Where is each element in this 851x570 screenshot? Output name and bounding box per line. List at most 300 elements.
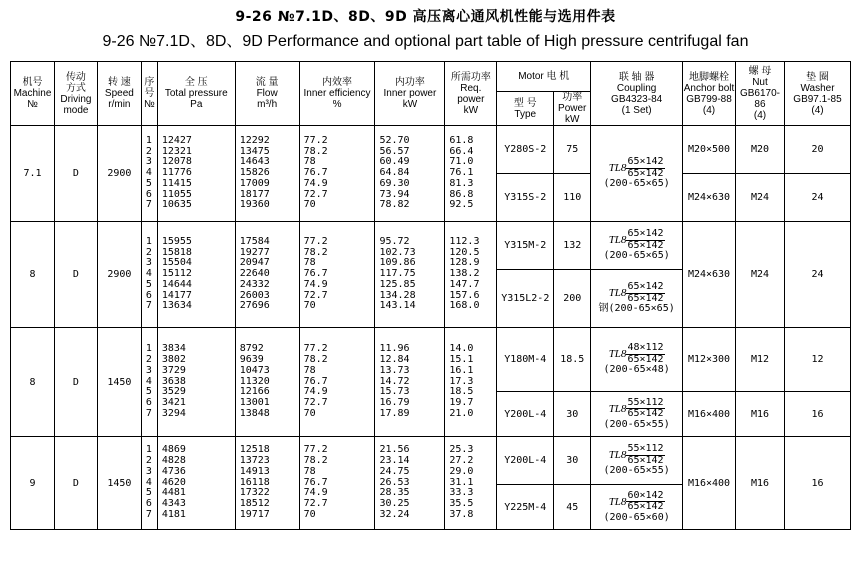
list-item: 19277 [239,246,270,258]
list-item: 17.3 [449,375,474,387]
list-item: 72.7 [303,289,328,301]
header-anchor-bolt: 地脚螺栓 Anchor bolt GB799-88 (4) [683,62,736,126]
list-item: 7 [145,300,152,312]
list-item: 26003 [239,289,270,301]
list-item: 74.9 [303,278,328,290]
list-item: 6 [145,397,152,409]
list-item: 4620 [161,476,186,488]
table-row [11,328,851,392]
efficiency-list [299,437,375,530]
list-item: 66.4 [449,145,474,157]
list-item: 81.3 [449,177,474,189]
list-item: 8792 [239,343,264,355]
anchor-bolt: M12×300 [683,328,736,392]
list-item: 64.84 [379,167,410,179]
list-item: 134.28 [379,289,416,301]
list-item: 3 [145,364,152,376]
washer: 24 [784,222,850,328]
coupling-fraction [626,157,664,179]
list-item: 3802 [161,354,186,365]
list-item: 13723 [239,455,270,466]
coupling-model: TL8 [608,287,627,300]
list-item: 17.89 [379,407,410,419]
list-item: 4 [145,375,152,387]
list-item: 3421 [161,397,186,409]
machine-number: 8 [11,222,55,328]
table-row [11,222,851,270]
req-power-list [445,437,497,530]
list-item: 12078 [161,156,192,168]
coupling-bore-fan: 65×142 [627,167,664,179]
header-motor-type: 型 号 Type [497,92,554,126]
coupling-spec [591,437,683,485]
motor-power: 30 [554,437,591,485]
list-item: 3638 [161,375,186,387]
machine-number: 7.1 [11,126,55,222]
motor-power: 30 [554,392,591,437]
list-item: 14.72 [379,375,410,387]
list-item: 15955 [161,235,192,247]
list-item: 112.3 [449,235,480,247]
list-item: 24.75 [379,465,410,477]
motor-power: 132 [554,222,591,270]
list-item: 3294 [161,407,186,419]
list-item: 70 [303,300,316,312]
list-item: 4 [145,268,152,280]
list-item: 29.0 [449,465,474,477]
header-machine: 机号 Machine № [11,62,55,126]
efficiency-list [299,126,375,222]
list-item: 3 [145,257,152,269]
header-nut: 螺 母 Nut GB6170-86 (4) [736,62,785,126]
list-item: 138.2 [449,268,480,280]
coupling-bore-fan: 65×142 [627,353,664,365]
list-item: 11.96 [379,343,410,355]
list-item: 2 [145,145,152,157]
list-item: 33.3 [449,487,474,499]
list-item: 17322 [239,487,270,499]
list-item: 27.2 [449,455,474,466]
list-item: 72.7 [303,188,328,200]
list-item: 22640 [239,268,270,280]
table-title-english: 9-26 №7.1D、8D、9D Performance and optional part table of High pressure centrifugal fan [102,33,749,50]
coupling-bore-motor: 55×112 [627,443,664,455]
coupling-bore-fan: 65×142 [627,454,664,466]
driving-mode: D [54,222,97,328]
list-item: 4828 [161,455,186,466]
list-item: 27696 [239,300,270,312]
inner-power-list [375,126,445,222]
list-item: 78.2 [303,246,328,258]
sequence-list [141,328,157,437]
list-item: 117.75 [379,268,416,280]
list-item: 1 [145,235,152,247]
list-item: 60.49 [379,156,410,168]
list-item: 37.8 [449,508,474,520]
list-item: 30.25 [379,498,410,510]
list-item: 17009 [239,177,270,189]
header-speed: 转 速 Speed r/min [97,62,141,126]
driving-mode: D [54,437,97,530]
list-item: 76.7 [303,476,328,488]
washer: 16 [784,437,850,530]
list-item: 14177 [161,289,192,301]
list-item: 4481 [161,487,186,499]
list-item: 78 [303,465,316,477]
coupling-fraction [626,229,664,251]
motor-power: 45 [554,485,591,530]
list-item: 76.1 [449,167,474,179]
list-item: 1 [145,343,152,355]
coupling-spec [591,328,683,392]
coupling-note: (200-65×60) [603,511,670,523]
driving-mode: D [54,126,97,222]
list-item: 72.7 [303,397,328,409]
list-item: 16118 [239,476,270,488]
coupling-bore-fan: 65×142 [627,292,664,304]
list-item: 35.5 [449,498,474,510]
washer: 20 [784,126,850,174]
list-item: 78.2 [303,455,328,466]
coupling-bore-motor: 55×112 [627,396,664,408]
coupling-bore-motor: 65×142 [627,281,664,293]
list-item: 109.86 [379,257,416,269]
list-item: 7 [145,508,152,520]
list-item: 20947 [239,257,270,269]
anchor-bolt: M24×630 [683,222,736,328]
coupling-model: TL8 [608,348,627,361]
list-item: 12166 [239,386,270,398]
table-title-chinese: 9-26 №7.1D、8D、9D 高压离心通风机性能与选用件表 [235,9,616,25]
list-item: 5 [145,386,152,398]
list-item: 78.2 [303,145,328,157]
list-item: 74.9 [303,386,328,398]
list-item: 31.1 [449,476,474,488]
list-item: 4869 [161,444,186,456]
list-item: 24332 [239,278,270,290]
list-item: 69.30 [379,177,410,189]
anchor-bolt: M20×500 [683,126,736,174]
list-item: 6 [145,188,152,200]
pressure-list [157,126,235,222]
motor-power: 110 [554,174,591,222]
list-item: 77.2 [303,343,328,355]
washer: 12 [784,328,850,392]
flow-list [235,126,299,222]
coupling-spec [591,126,683,222]
motor-power: 18.5 [554,328,591,392]
list-item: 3 [145,465,152,477]
list-item: 78 [303,257,316,269]
list-item: 21.56 [379,444,410,456]
list-item: 11320 [239,375,270,387]
coupling-spec [591,485,683,530]
list-item: 14.0 [449,343,474,355]
coupling-note: (200-65×65) [603,250,670,262]
motor-power: 200 [554,270,591,328]
list-item: 23.14 [379,455,410,466]
list-item: 6 [145,498,152,510]
list-item: 1 [145,444,152,456]
motor-power: 75 [554,126,591,174]
inner-power-list [375,328,445,437]
speed-value: 1450 [97,437,141,530]
coupling-note: (200-65×48) [603,364,670,376]
list-item: 14643 [239,156,270,168]
list-item: 15826 [239,167,270,179]
motor-type: Y180M-4 [497,328,554,392]
coupling-fraction [626,282,664,304]
list-item: 11055 [161,188,192,200]
list-item: 13001 [239,397,270,409]
list-item: 70 [303,407,316,419]
list-item: 61.8 [449,134,474,146]
list-item: 78.2 [303,354,328,365]
list-item: 19360 [239,199,270,211]
coupling-bore-fan: 65×142 [627,501,664,513]
list-item: 15112 [161,268,192,280]
list-item: 70 [303,199,316,211]
nut: M24 [736,222,785,328]
list-item: 10473 [239,364,270,376]
list-item: 15818 [161,246,192,258]
efficiency-list [299,328,375,437]
list-item: 157.6 [449,289,480,301]
list-item: 76.7 [303,375,328,387]
machine-number: 8 [11,328,55,437]
list-item: 12518 [239,444,270,456]
list-item: 10635 [161,199,192,211]
motor-type: Y315L2-2 [497,270,554,328]
list-item: 5 [145,487,152,499]
coupling-bore-motor: 60×142 [627,489,664,501]
list-item: 73.94 [379,188,410,200]
table-row [11,126,851,174]
coupling-bore-motor: 65×142 [627,228,664,240]
list-item: 128.9 [449,257,480,269]
list-item: 13848 [239,407,270,419]
list-item: 32.24 [379,508,410,520]
nut: M12 [736,328,785,392]
list-item: 4343 [161,498,186,510]
motor-type: Y200L-4 [497,392,554,437]
list-item: 2 [145,246,152,258]
header-total-pressure: 全 压 Total pressure Pa [157,62,235,126]
list-item: 21.0 [449,407,474,419]
list-item: 16.79 [379,397,410,409]
nut: M24 [736,174,785,222]
list-item: 13634 [161,300,192,312]
nut: M16 [736,437,785,530]
fan-performance-table [10,61,851,530]
list-item: 4736 [161,465,186,477]
list-item: 3529 [161,386,186,398]
coupling-note: (200-65×55) [603,418,670,430]
list-item: 102.73 [379,246,416,258]
inner-power-list [375,222,445,328]
list-item: 78.82 [379,199,410,211]
list-item: 6 [145,289,152,301]
pressure-list [157,328,235,437]
coupling-note: (200-65×65) [603,178,670,190]
coupling-note: (200-65×55) [603,465,670,477]
list-item: 86.8 [449,188,474,200]
machine-number: 9 [11,437,55,530]
nut: M16 [736,392,785,437]
motor-type: Y315M-2 [497,222,554,270]
list-item: 4 [145,476,152,488]
list-item: 28.35 [379,487,410,499]
list-item: 76.7 [303,268,328,280]
list-item: 3834 [161,343,186,355]
list-item: 12321 [161,145,192,157]
list-item: 11415 [161,177,192,189]
nut: M20 [736,126,785,174]
list-item: 18512 [239,498,270,510]
washer: 24 [784,174,850,222]
header-driving-mode: 传动 方式 Driving mode [54,62,97,126]
list-item: 120.5 [449,246,480,258]
header-required-power: 所需功率 Req. power kW [445,62,497,126]
list-item: 13.73 [379,364,410,376]
list-item: 15504 [161,257,192,269]
req-power-list [445,126,497,222]
list-item: 56.57 [379,145,410,157]
list-item: 168.0 [449,300,480,312]
list-item: 26.53 [379,476,410,488]
pressure-list [157,222,235,328]
speed-value: 2900 [97,222,141,328]
coupling-model: TL8 [608,495,627,508]
list-item: 2 [145,354,152,365]
list-item: 125.85 [379,278,416,290]
flow-list [235,437,299,530]
list-item: 2 [145,455,152,466]
list-item: 52.70 [379,134,410,146]
header-inner-power: 内功率 Inner power kW [375,62,445,126]
req-power-list [445,328,497,437]
coupling-spec [591,392,683,437]
list-item: 77.2 [303,134,328,146]
flow-list [235,328,299,437]
speed-value: 1450 [97,328,141,437]
sequence-list [141,222,157,328]
anchor-bolt: M16×400 [683,392,736,437]
header-coupling: 联 轴 器 Coupling GB4323-84 (1 Set) [591,62,683,126]
coupling-model: TL8 [608,402,627,415]
sequence-list [141,126,157,222]
list-item: 143.14 [379,300,416,312]
list-item: 78 [303,364,316,376]
list-item: 147.7 [449,278,480,290]
list-item: 14644 [161,278,192,290]
list-item: 12.84 [379,354,410,365]
list-item: 3729 [161,364,186,376]
header-flow: 流 量 Flow m³/h [235,62,299,126]
list-item: 78 [303,156,316,168]
list-item: 11776 [161,167,192,179]
req-power-list [445,222,497,328]
list-item: 19717 [239,508,270,520]
list-item: 5 [145,177,152,189]
motor-type: Y315S-2 [497,174,554,222]
list-item: 19.7 [449,397,474,409]
coupling-bore-motor: 48×112 [627,342,664,354]
list-item: 71.0 [449,156,474,168]
pressure-list [157,437,235,530]
coupling-bore-motor: 65×142 [627,156,664,168]
coupling-model: TL8 [608,162,627,175]
list-item: 9639 [239,354,264,365]
list-item: 5 [145,278,152,290]
list-item: 7 [145,199,152,211]
motor-type: Y280S-2 [497,126,554,174]
list-item: 25.3 [449,444,474,456]
coupling-model: TL8 [608,449,627,462]
list-item: 77.2 [303,235,328,247]
list-item: 7 [145,407,152,419]
list-item: 12427 [161,134,192,146]
list-item: 4181 [161,508,186,520]
sequence-list [141,437,157,530]
list-item: 18.5 [449,386,474,398]
list-item: 77.2 [303,444,328,456]
coupling-fraction [626,398,664,420]
list-item: 1 [145,134,152,146]
list-item: 74.9 [303,177,328,189]
list-item: 14913 [239,465,270,477]
anchor-bolt: M24×630 [683,174,736,222]
motor-type: Y225M-4 [497,485,554,530]
inner-power-list [375,437,445,530]
header-motor-power: 功率 Power kW [554,92,591,126]
coupling-fraction [626,491,664,513]
coupling-bore-fan: 65×142 [627,408,664,420]
list-item: 17584 [239,235,270,247]
header-washer: 垫 圈 Washer GB97.1-85 (4) [784,62,850,126]
coupling-note: 钢(200-65×65) [598,303,675,315]
list-item: 70 [303,508,316,520]
speed-value: 2900 [97,126,141,222]
list-item: 3 [145,156,152,168]
list-item: 92.5 [449,199,474,211]
coupling-fraction [626,343,664,365]
coupling-model: TL8 [608,234,627,247]
coupling-bore-fan: 65×142 [627,239,664,251]
list-item: 12292 [239,134,270,146]
list-item: 15.1 [449,354,474,365]
header-sequence: 序 号 № [141,62,157,126]
header-inner-efficiency: 内效率 Inner efficiency % [299,62,375,126]
list-item: 74.9 [303,487,328,499]
coupling-spec [591,222,683,270]
flow-list [235,222,299,328]
list-item: 95.72 [379,235,410,247]
list-item: 4 [145,167,152,179]
header-motor: Motor 电 机 [497,62,591,92]
list-item: 76.7 [303,167,328,179]
list-item: 72.7 [303,498,328,510]
washer: 16 [784,392,850,437]
anchor-bolt: M16×400 [683,437,736,530]
list-item: 15.73 [379,386,410,398]
list-item: 18177 [239,188,270,200]
list-item: 13475 [239,145,270,157]
coupling-spec [591,270,683,328]
driving-mode: D [54,328,97,437]
coupling-fraction [626,444,664,466]
efficiency-list [299,222,375,328]
